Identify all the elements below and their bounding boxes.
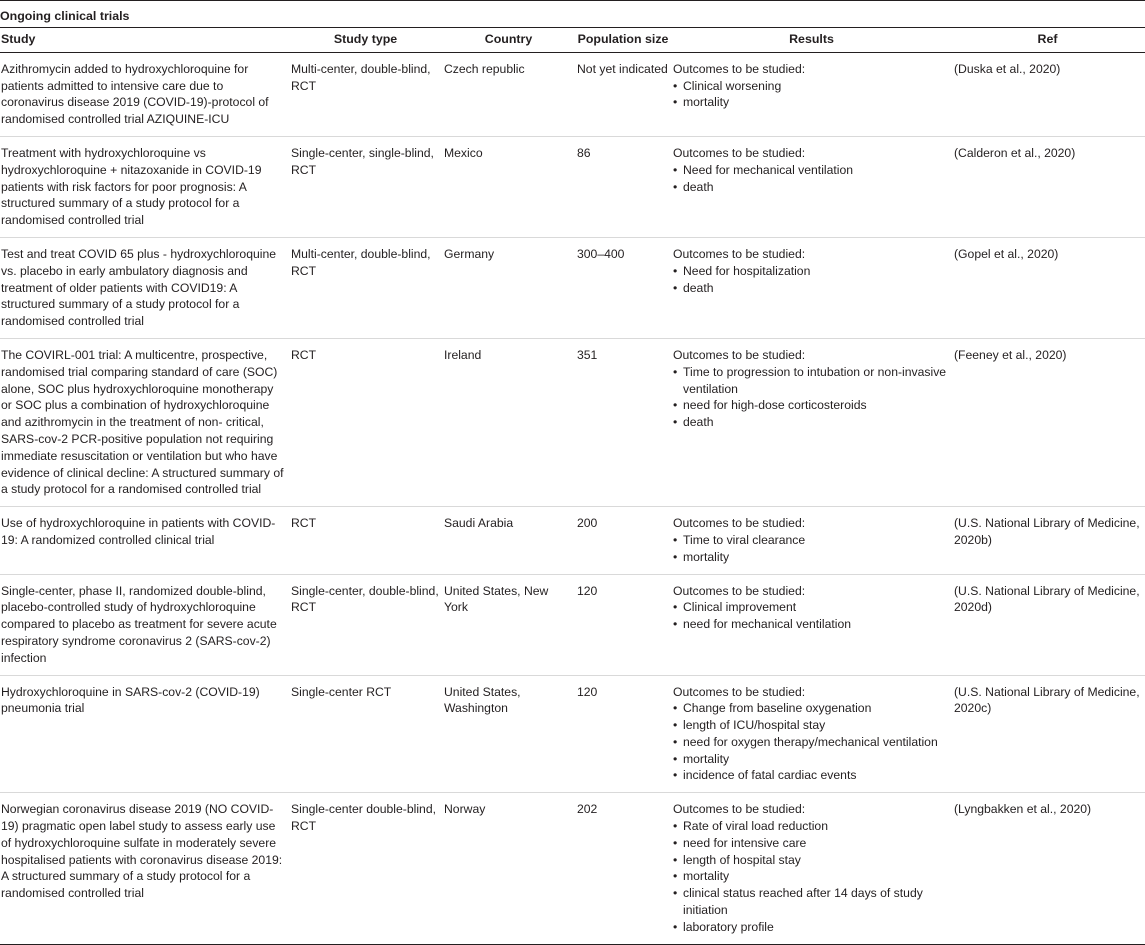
results-cell bbox=[673, 793, 954, 944]
study-cell: The COVIRL-001 trial: A multicentre, prospective, randomised trial comparing standard of care (SOC) alone, SOC plus hydroxychloroquine monotherapy or SOC plus a combination of hydroxychloroquine and azithromycin in the treatment of non- critical, SARS-cov-2 PCR-positive population not requiring immediate resuscitation or ventilation but who have evidence of clinical decline: A structured summary of a study protocol for a randomised controlled trial bbox=[0, 338, 291, 506]
population-cell: 120 bbox=[577, 675, 673, 793]
study-type-cell: Single-center double-blind, RCT bbox=[291, 793, 444, 944]
results-list-item: • need for mechanical ventilation bbox=[673, 616, 950, 633]
table-row bbox=[0, 574, 1145, 675]
results-intro: Outcomes to be studied: bbox=[673, 583, 806, 598]
results-list bbox=[673, 818, 950, 936]
results-list-item: • clinical status reached after 14 days of study initiation bbox=[673, 885, 950, 919]
results-list-item: • death bbox=[673, 414, 950, 431]
results-list-item: • Clinical worsening bbox=[673, 78, 950, 95]
study-cell: Test and treat COVID 65 plus - hydroxychloroquine vs. placebo in early ambulatory diagnosis and treatment of older patients with COVID19: A structured summary of a study protocol for a randomised controlled trial bbox=[0, 237, 291, 338]
results-cell bbox=[673, 52, 954, 136]
results-list bbox=[673, 364, 950, 431]
results-list-item: • Rate of viral load reduction bbox=[673, 818, 950, 835]
results-list-item: • Change from baseline oxygenation bbox=[673, 700, 950, 717]
results-intro: Outcomes to be studied: bbox=[673, 347, 806, 362]
results-list bbox=[673, 700, 950, 784]
ref-cell: (Feeney et al., 2020) bbox=[954, 338, 1145, 506]
results-cell bbox=[673, 338, 954, 506]
study-type-cell: RCT bbox=[291, 507, 444, 574]
ref-cell: (U.S. National Library of Medicine, 2020b) bbox=[954, 507, 1145, 574]
results-list bbox=[673, 78, 950, 112]
results-list-item: • Need for hospitalization bbox=[673, 263, 950, 280]
results-intro: Outcomes to be studied: bbox=[673, 802, 806, 817]
results-list-item: • need for oxygen therapy/mechanical ventilation bbox=[673, 734, 950, 751]
population-cell: 120 bbox=[577, 574, 673, 675]
results-list-item: • laboratory profile bbox=[673, 919, 950, 936]
results-list-item: • Need for mechanical ventilation bbox=[673, 162, 950, 179]
table-caption: Ongoing clinical trials bbox=[0, 1, 1145, 28]
results-list-item: • Time to progression to intubation or non-invasive ventilation bbox=[673, 364, 950, 398]
table-caption-row bbox=[0, 1, 1145, 28]
results-list-item: • need for intensive care bbox=[673, 835, 950, 852]
population-cell: 86 bbox=[577, 136, 673, 237]
header-population: Population size bbox=[577, 28, 673, 53]
results-list-item: • length of ICU/hospital stay bbox=[673, 717, 950, 734]
population-cell: 202 bbox=[577, 793, 673, 944]
country-cell: Czech republic bbox=[444, 52, 577, 136]
results-list-item: • incidence of fatal cardiac events bbox=[673, 767, 950, 784]
country-cell: Saudi Arabia bbox=[444, 507, 577, 574]
study-cell: Treatment with hydroxychloroquine vs hydroxychloroquine + nitazoxanide in COVID-19 patients with risk factors for poor prognosis: A structured summary of a study protocol for a randomised controlled trial bbox=[0, 136, 291, 237]
study-type-cell: Multi-center, double-blind, RCT bbox=[291, 237, 444, 338]
ref-cell: (Calderon et al., 2020) bbox=[954, 136, 1145, 237]
results-list bbox=[673, 162, 950, 196]
country-cell: Germany bbox=[444, 237, 577, 338]
study-type-cell: RCT bbox=[291, 338, 444, 506]
study-type-cell: Single-center, single-blind, RCT bbox=[291, 136, 444, 237]
results-intro: Outcomes to be studied: bbox=[673, 684, 806, 699]
study-cell: Azithromycin added to hydroxychloroquine for patients admitted to intensive care due to coronavirus disease 2019 (COVID-19)-protocol of randomised controlled trial AZIQUINE-ICU bbox=[0, 52, 291, 136]
study-type-cell: Single-center, double-blind, RCT bbox=[291, 574, 444, 675]
table-row bbox=[0, 675, 1145, 793]
results-cell bbox=[673, 574, 954, 675]
results-list-item: • mortality bbox=[673, 751, 950, 768]
results-list-item: • mortality bbox=[673, 94, 950, 111]
ref-cell: (Lyngbakken et al., 2020) bbox=[954, 793, 1145, 944]
country-cell: Mexico bbox=[444, 136, 577, 237]
results-list bbox=[673, 532, 950, 566]
table-row bbox=[0, 793, 1145, 944]
results-list-item: • death bbox=[673, 280, 950, 297]
results-list bbox=[673, 263, 950, 297]
results-intro: Outcomes to be studied: bbox=[673, 516, 806, 531]
study-cell: Hydroxychloroquine in SARS-cov-2 (COVID-19) pneumonia trial bbox=[0, 675, 291, 793]
results-list-item: • mortality bbox=[673, 549, 950, 566]
table-row bbox=[0, 136, 1145, 237]
ref-cell: (U.S. National Library of Medicine, 2020c) bbox=[954, 675, 1145, 793]
results-list-item: • mortality bbox=[673, 868, 950, 885]
header-country: Country bbox=[444, 28, 577, 53]
table-row bbox=[0, 52, 1145, 136]
table-header-row bbox=[0, 28, 1145, 53]
study-type-cell: Single-center RCT bbox=[291, 675, 444, 793]
header-ref: Ref bbox=[954, 28, 1145, 53]
table-row bbox=[0, 237, 1145, 338]
results-cell bbox=[673, 136, 954, 237]
ref-cell: (U.S. National Library of Medicine, 2020d) bbox=[954, 574, 1145, 675]
results-intro: Outcomes to be studied: bbox=[673, 61, 806, 76]
table-row bbox=[0, 507, 1145, 574]
population-cell: 351 bbox=[577, 338, 673, 506]
header-study-type: Study type bbox=[291, 28, 444, 53]
header-results: Results bbox=[673, 28, 954, 53]
country-cell: United States, New York bbox=[444, 574, 577, 675]
population-cell: Not yet indicated bbox=[577, 52, 673, 136]
table-body bbox=[0, 52, 1145, 944]
results-list-item: • length of hospital stay bbox=[673, 852, 950, 869]
results-cell bbox=[673, 675, 954, 793]
study-type-cell: Multi-center, double-blind, RCT bbox=[291, 52, 444, 136]
results-list-item: • need for high-dose corticosteroids bbox=[673, 397, 950, 414]
country-cell: Norway bbox=[444, 793, 577, 944]
table-row bbox=[0, 338, 1145, 506]
results-list bbox=[673, 599, 950, 633]
population-cell: 300–400 bbox=[577, 237, 673, 338]
results-list-item: • death bbox=[673, 179, 950, 196]
country-cell: United States, Washington bbox=[444, 675, 577, 793]
results-cell bbox=[673, 507, 954, 574]
study-cell: Norwegian coronavirus disease 2019 (NO COVID-19) pragmatic open label study to assess early use of hydroxychloroquine sulfate in moderately severe hospitalised patients with coronavirus disease 2019: A structured summary of a study protocol for a randomised controlled trial bbox=[0, 793, 291, 944]
results-intro: Outcomes to be studied: bbox=[673, 145, 806, 160]
study-cell: Use of hydroxychloroquine in patients with COVID-19: A randomized controlled clinical trial bbox=[0, 507, 291, 574]
population-cell: 200 bbox=[577, 507, 673, 574]
country-cell: Ireland bbox=[444, 338, 577, 506]
results-list-item: • Clinical improvement bbox=[673, 599, 950, 616]
ref-cell: (Duska et al., 2020) bbox=[954, 52, 1145, 136]
results-cell bbox=[673, 237, 954, 338]
study-cell: Single-center, phase II, randomized double-blind, placebo-controlled study of hydroxychloroquine compared to placebo as treatment for severe acute respiratory syndrome coronavirus 2 (SARS-cov-2) infection bbox=[0, 574, 291, 675]
header-study: Study bbox=[0, 28, 291, 53]
results-intro: Outcomes to be studied: bbox=[673, 246, 806, 261]
ref-cell: (Gopel et al., 2020) bbox=[954, 237, 1145, 338]
results-list-item: • Time to viral clearance bbox=[673, 532, 950, 549]
